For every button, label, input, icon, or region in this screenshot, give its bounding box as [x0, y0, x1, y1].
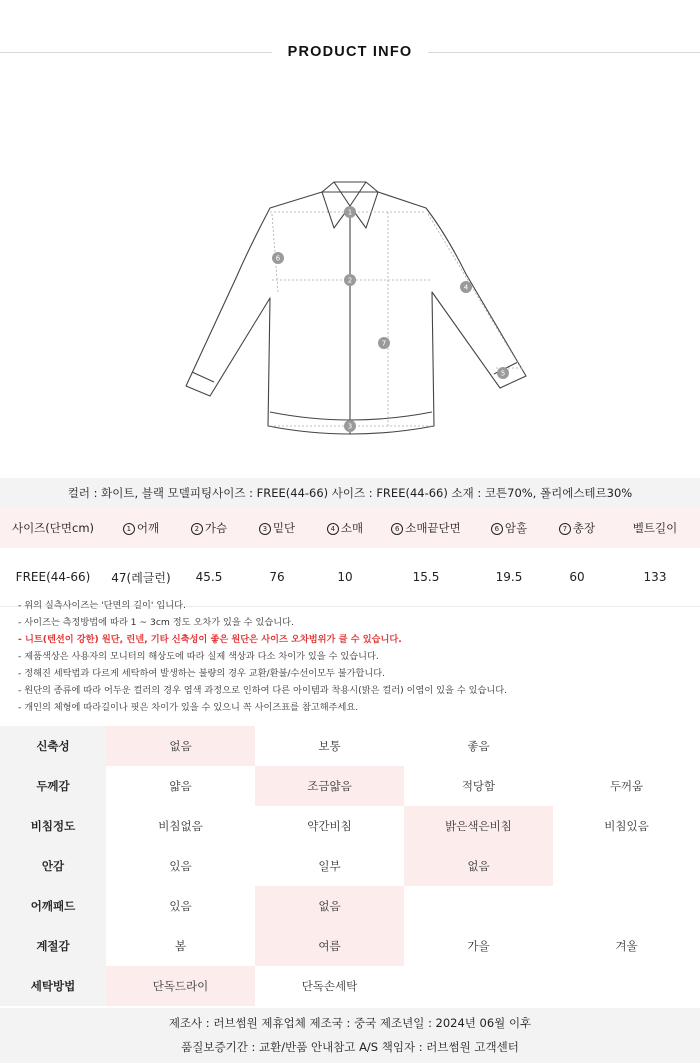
note-line: - 위의 실측사이즈는 '단면의 길이' 입니다.: [18, 600, 186, 611]
note-line: - 원단의 종류에 따라 어두운 컬러의 경우 염색 과정으로 인하여 다른 아이템과 착용시(밝은 컬러) 이염이 있을 수 있습니다.: [18, 685, 508, 696]
attribute-option: 적당함: [461, 779, 496, 793]
attribute-label: 세탁방법: [0, 966, 106, 1006]
size-header-label: 소매: [340, 521, 364, 535]
attribute-row: [0, 926, 700, 966]
attribute-label: 계절감: [0, 926, 106, 966]
attribute-option-selected: 없음: [106, 726, 255, 766]
measure-number-icon: 6: [491, 523, 503, 535]
product-spec-line: 컬러 : 화이트, 블랙 모델피팅사이즈 : FREE(44-66) 사이즈 : FREE(44-66) 소재 : 코튼70%, 폴리에스테르30%: [0, 478, 700, 508]
attribute-row: [0, 846, 700, 886]
attribute-option: 보통: [318, 739, 341, 753]
measure-number-icon: 3: [259, 523, 271, 535]
size-notes: [18, 597, 688, 716]
attribute-option: 있음: [169, 899, 192, 913]
attribute-option-selected: 없음: [255, 886, 404, 926]
attribute-option: 봄: [174, 939, 187, 953]
attribute-option: [553, 726, 700, 766]
attribute-option-selected: 밝은색은비침: [404, 806, 553, 846]
attribute-option: 겨울: [615, 939, 638, 953]
svg-text:1: 1: [347, 208, 353, 217]
svg-text:2: 2: [347, 276, 353, 285]
attribute-option-selected: 단독드라이: [106, 966, 255, 1006]
attribute-option: 좋음: [467, 739, 490, 753]
size-cell: 133: [610, 548, 700, 607]
measure-number-icon: 1: [123, 523, 135, 535]
size-header-7: [544, 508, 610, 548]
product-info-header: [0, 0, 700, 106]
product-info-title: PRODUCT INFO: [287, 44, 413, 60]
attribute-option: 있음: [169, 859, 192, 873]
size-cell: 10: [312, 548, 378, 607]
attribute-option-selected: 조금얇음: [255, 766, 404, 806]
size-header-5: [378, 508, 474, 548]
attribute-label: 두께감: [0, 766, 106, 806]
marker-1-icon: [344, 206, 356, 218]
size-cell: 47(레글런): [106, 548, 176, 607]
svg-text:6: 6: [275, 254, 281, 263]
note-line-warning: - 니트(텐션이 강한) 원단, 린넨, 기타 신축성이 좋은 원단은 사이즈 오차범위가 클 수 있습니다.: [18, 634, 402, 645]
size-header-3: [242, 508, 312, 548]
attribute-label: 어깨패드: [0, 886, 106, 926]
size-table: [0, 508, 700, 607]
marker-3-icon: [344, 420, 356, 432]
manufacturer-info-footer: [0, 1008, 700, 1063]
attribute-option: 단독손세탁: [301, 979, 358, 993]
attribute-option: 약간비침: [307, 819, 352, 833]
size-header-label: 밑단: [272, 521, 296, 535]
marker-4-icon: [460, 281, 472, 293]
size-header-1: [106, 508, 176, 548]
note-line: - 제품색상은 사용자의 모니터의 해상도에 따라 실제 색상과 다소 차이가 있을 수 있습니다.: [18, 651, 379, 662]
attribute-row: [0, 726, 700, 766]
note-line: - 사이즈는 측정방법에 따라 1 ~ 3cm 정도 오차가 있을 수 있습니다.: [18, 617, 294, 628]
attribute-option: [553, 966, 700, 1006]
attribute-option: 비침있음: [604, 819, 649, 833]
attribute-option-selected: 여름: [255, 926, 404, 966]
size-header-4: [312, 508, 378, 548]
size-header-8: [610, 508, 700, 548]
measure-number-icon: 4: [327, 523, 339, 535]
size-cell: 45.5: [176, 548, 242, 607]
size-header-label: 사이즈(단면cm): [11, 521, 95, 535]
size-header-0: [0, 508, 106, 548]
attribute-label: 안감: [0, 846, 106, 886]
size-header-2: [176, 508, 242, 548]
size-header-label: 소매끝단면: [405, 521, 461, 535]
attribute-row: [0, 966, 700, 1006]
attribute-option: [404, 966, 553, 1006]
size-header-label: 총장: [572, 521, 596, 535]
attribute-row: [0, 766, 700, 806]
fabric-attributes-table: [0, 726, 700, 1006]
size-header-label: 어깨: [136, 521, 160, 535]
size-cell: FREE(44-66): [0, 548, 106, 607]
attribute-option: [553, 846, 700, 886]
shirt-measurement-diagram: [0, 106, 700, 478]
attribute-option: [404, 886, 553, 926]
attribute-option: [553, 886, 700, 926]
size-header-6: [474, 508, 544, 548]
size-cell: 19.5: [474, 548, 544, 607]
size-header-label: 벨트길이: [632, 521, 678, 535]
marker-5-icon: [497, 367, 509, 379]
marker-7-icon: [378, 337, 390, 349]
attribute-row: [0, 886, 700, 926]
note-line: - 정해진 세탁법과 다르게 세탁하여 발생하는 불량의 경우 교환/환불/수선이모두 불가합니다.: [18, 668, 386, 679]
attribute-option: 얇음: [169, 779, 192, 793]
attribute-option: 두꺼움: [609, 779, 644, 793]
size-table-header: [0, 508, 700, 548]
marker-2-icon: [344, 274, 356, 286]
attribute-label: 비침정도: [0, 806, 106, 846]
attribute-option: 가을: [467, 939, 490, 953]
measure-number-icon: 7: [559, 523, 571, 535]
svg-text:5: 5: [500, 369, 506, 378]
attribute-label: 신축성: [0, 726, 106, 766]
attribute-option-selected: 없음: [404, 846, 553, 886]
header-divider-right: [428, 52, 700, 53]
size-header-label: 가슴: [204, 521, 228, 535]
size-header-label: 암홀: [504, 521, 528, 535]
warranty-line: 품질보증기간 : 교환/반품 안내참고 A/S 책임자 : 러브썸원 고객센터: [181, 1040, 519, 1054]
shirt-outline: [186, 192, 526, 434]
manufacturer-line: 제조사 : 러브썸원 제휴업체 제조국 : 중국 제조년일 : 2024년 06월 이후: [168, 1016, 532, 1030]
svg-text:3: 3: [347, 422, 353, 431]
attribute-option: 일부: [318, 859, 341, 873]
measure-number-icon: 2: [191, 523, 203, 535]
size-cell: 15.5: [378, 548, 474, 607]
attribute-row: [0, 806, 700, 846]
svg-text:4: 4: [463, 283, 469, 292]
measure-number-icon: 6: [391, 523, 403, 535]
attribute-option: 비침없음: [158, 819, 203, 833]
note-line: - 개인의 체형에 따라길이나 핏은 차이가 있을 수 있으니 꼭 사이즈표를 참고해주세요.: [18, 702, 359, 713]
svg-text:7: 7: [381, 339, 387, 348]
size-cell: 60: [544, 548, 610, 607]
marker-6-icon: [272, 252, 284, 264]
size-cell: 76: [242, 548, 312, 607]
